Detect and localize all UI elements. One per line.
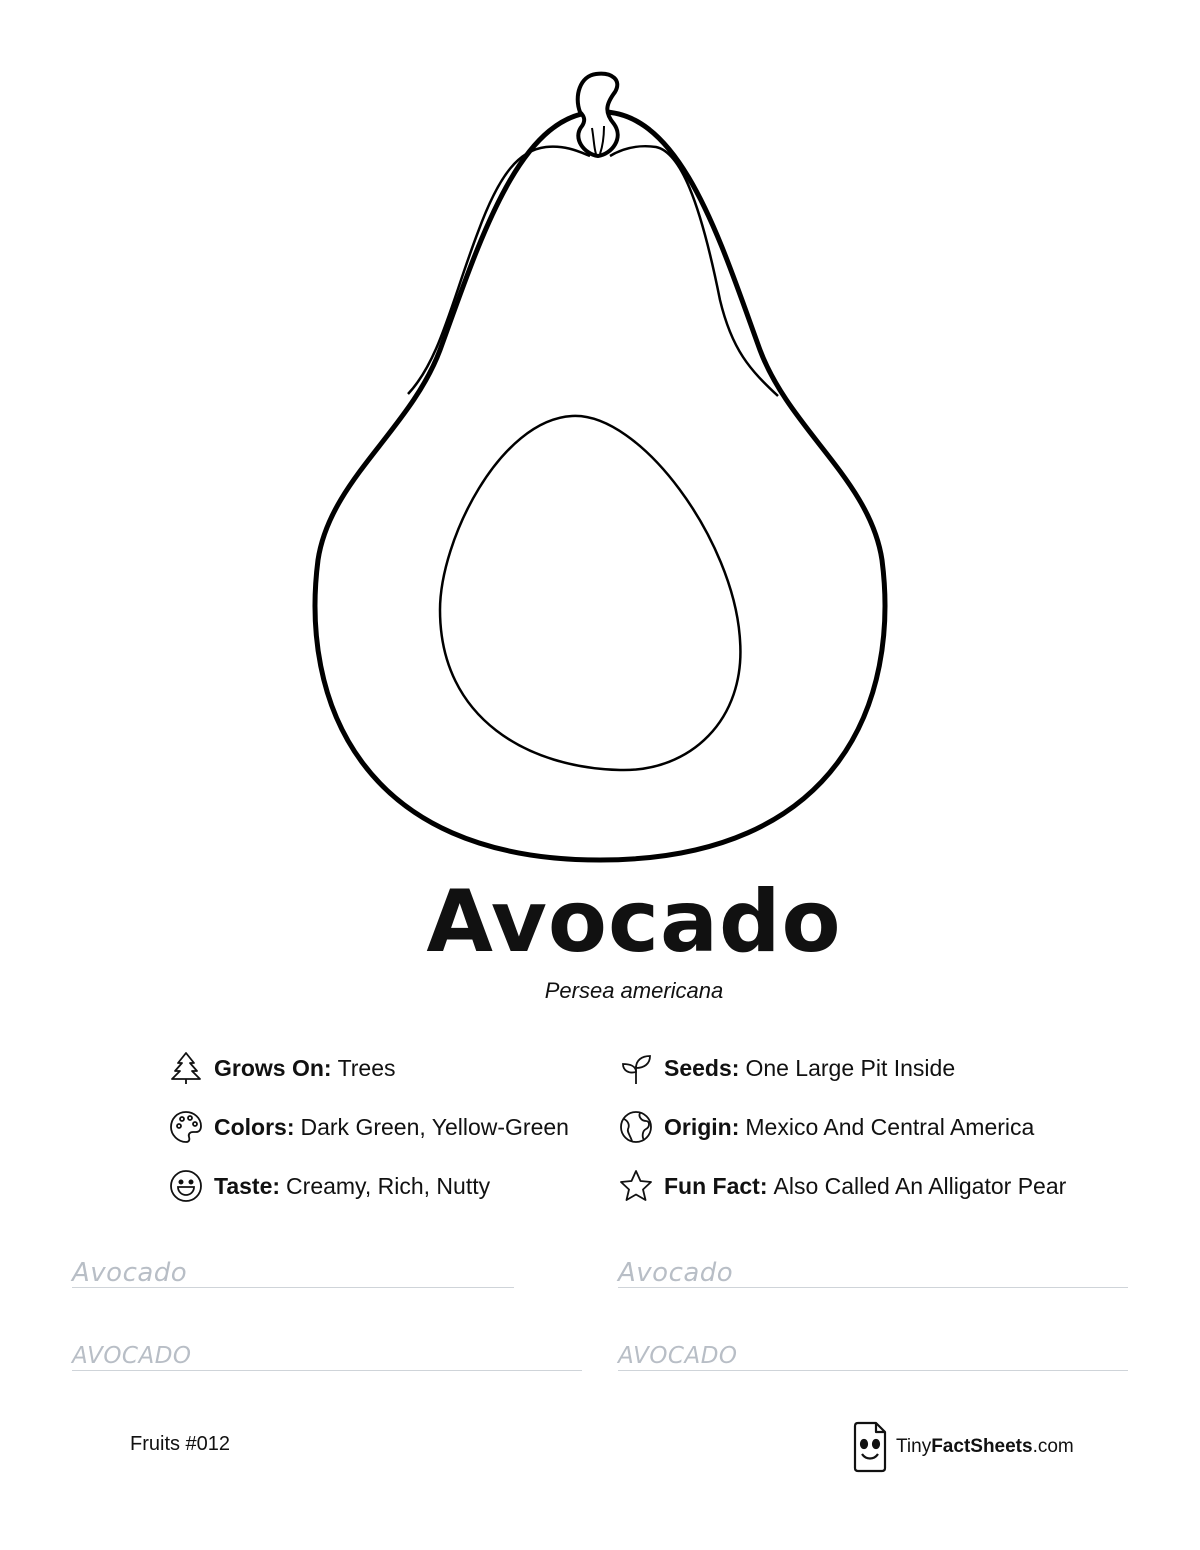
- smiley-icon: [168, 1168, 204, 1204]
- tracing-word-upper-right: AVOCADO: [618, 1343, 738, 1369]
- fact-value: Trees: [337, 1054, 396, 1081]
- series-label: Fruits #012: [130, 1433, 231, 1455]
- fact-value: Dark Green, Yellow-Green: [300, 1113, 569, 1140]
- fact-colors: [168, 1109, 569, 1145]
- globe-icon: [618, 1109, 654, 1145]
- fact-label: Grows On:: [214, 1054, 332, 1081]
- fact-value: Mexico And Central America: [745, 1113, 1035, 1140]
- tree-icon: [168, 1050, 204, 1086]
- fact-grows-on: [168, 1050, 396, 1086]
- writing-line: [72, 1287, 514, 1288]
- brand-prefix: Tiny: [896, 1436, 932, 1457]
- tracing-word-upper-left: AVOCADO: [72, 1343, 192, 1369]
- fact-label: Seeds:: [664, 1054, 740, 1081]
- page-title: Avocado: [426, 872, 842, 972]
- tracing-word-mixed-right: Avocado: [618, 1258, 734, 1288]
- tracing-word-mixed-left: Avocado: [72, 1258, 188, 1288]
- fact-value: Also Called An Alligator Pear: [773, 1172, 1067, 1199]
- writing-line: [618, 1287, 1128, 1288]
- palette-icon: [168, 1109, 204, 1145]
- fact-fun-fact: [618, 1168, 1066, 1204]
- avocado-outer-skin: [315, 112, 885, 860]
- fact-origin: [618, 1109, 1034, 1145]
- brand-suffix: .com: [1032, 1436, 1074, 1457]
- fact-seeds: [618, 1050, 955, 1086]
- scientific-name: Persea americana: [544, 978, 724, 1003]
- fact-label: Colors:: [214, 1113, 295, 1140]
- star-icon: [618, 1168, 654, 1204]
- fact-label: Origin:: [664, 1113, 740, 1140]
- writing-line: [72, 1370, 582, 1371]
- writing-line: [618, 1370, 1128, 1371]
- avocado-flesh-line: [408, 146, 778, 396]
- sprout-icon: [618, 1050, 654, 1086]
- fact-label: Fun Fact:: [664, 1172, 768, 1199]
- brand-bold: FactSheets: [931, 1436, 1033, 1457]
- avocado-pit: [440, 416, 740, 770]
- fact-label: Taste:: [214, 1172, 281, 1199]
- brand-link[interactable]: [896, 1436, 1074, 1458]
- fact-sheet-mascot-icon: [852, 1420, 888, 1474]
- brand: [852, 1420, 1074, 1474]
- fact-value: Creamy, Rich, Nutty: [286, 1172, 491, 1199]
- fact-taste: [168, 1168, 490, 1204]
- fact-value: One Large Pit Inside: [745, 1054, 956, 1081]
